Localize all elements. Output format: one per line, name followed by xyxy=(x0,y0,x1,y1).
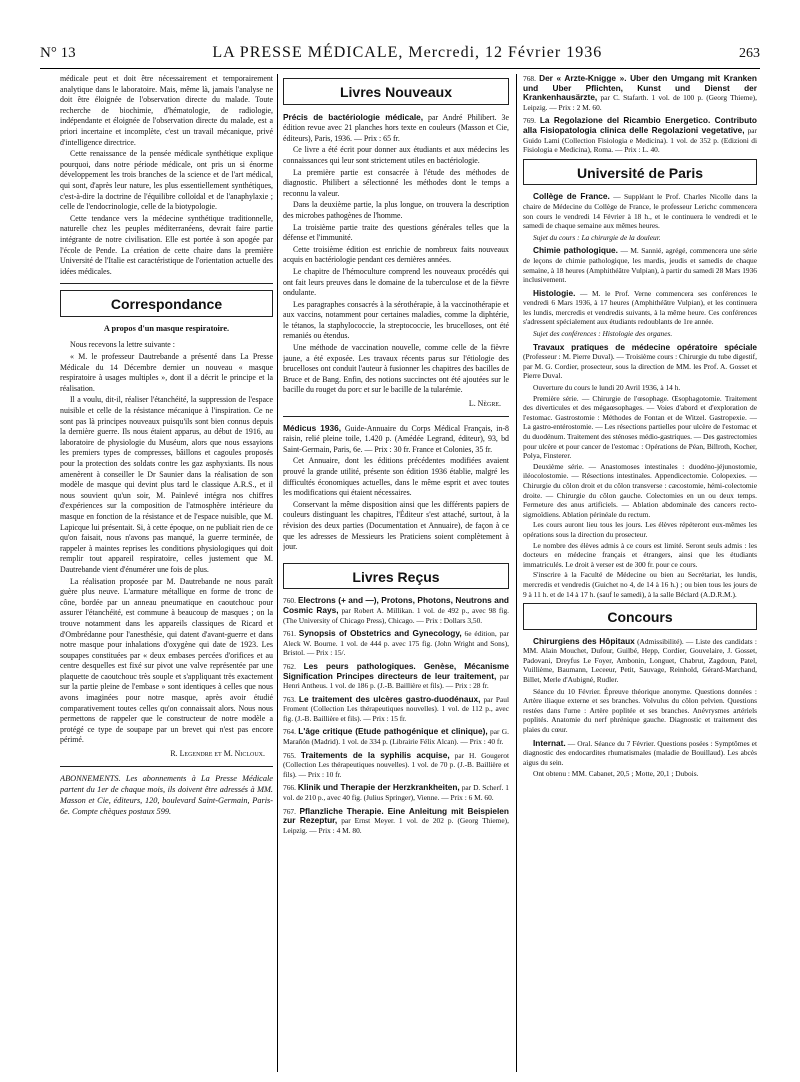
book-title: Le traitement des ulcères gastro-duodénaux, xyxy=(298,693,481,704)
review-paragraph: Cette troisième édition est enrichie de nombreux faits nouveaux acquis en bactériologie pendant ces dernières années. xyxy=(283,244,509,265)
book-review-header xyxy=(283,112,509,145)
book-title: Les peurs pathologiques. Genèse, Mécanisme Signification Principes directeurs de leur traitement, xyxy=(283,660,509,681)
header-rule xyxy=(40,68,760,69)
universite-title: Université de Paris xyxy=(576,164,704,181)
book-title: Précis de bactériologie médicale, xyxy=(283,111,424,122)
book-title: L'âge critique (Etude pathogénique et clinique), xyxy=(298,726,488,737)
review-paragraph: Ce livre a été écrit pour donner aux étudiants et aux médecins les connaissances qui leur sont strictement utiles en bactériologie. xyxy=(283,145,509,165)
page-header xyxy=(40,44,760,66)
livres-recus-title: Livres Reçus xyxy=(352,568,440,585)
universite-heading-box xyxy=(523,159,757,186)
review-paragraph: La troisième partie traite des questions générales telles que la défense et l'immunité. xyxy=(283,222,509,243)
intro-paragraph: Cette renaissance de la pensée médicale synthétique explique pourquoi, dans notre période médicale, ont pris un si énorme développement les trois branches de la science et de l'art médical, qui sont, d'après leur nature, les plus essentiellement synthétiques, c'est-à-dire la doctrine de l'équilibre colloïdal et de l'anaphylaxie ; celle de l'endocrinologie, celle de la biotypologie. xyxy=(60,149,273,212)
received-books-continued xyxy=(523,74,757,155)
notice-heading: Collège de France. xyxy=(533,191,610,202)
concours-text: (Admissibilité). — Liste des candidats : MM. Alain Mouchet, Dufour, Guilbé, Hepp, Cordier, Gouvelaire, J. Gosset, Padovani, Dreyfus Le Foyer, Ambonin, Longuet, Chabrut, Zagdoun, Patel, Vuillième, Baumann, Leceeur, Petit, Sauvage, Reinhold, Gérard-Marchand, Billet, Merle d'Aubigné, Rudler. xyxy=(523,636,757,685)
column-rule xyxy=(277,74,278,1072)
book-reference: par D. Scherf. 1 vol. de 210 p., avec 40 fig. (Julius Springer), Vienne. — Prix : 6 M. 60. xyxy=(283,783,509,803)
book-reference: par C. Stafarth. 1 vol. de 100 p. (Georg Thieme), Leipzig. — Prix : 2 M. 60. xyxy=(523,93,757,112)
section-divider xyxy=(283,416,509,417)
concours-extra: Séance du 10 Février. Épreuve théorique anonyme. Questions données : Artère iliaque externe et ses branches. Volvulus du côlon pelvien. Questions restées dans l'urne : Artère poplitée et ses branches. Anévrysmes artériels poplités. Anatomie du nerf phrénique gauche. Diagnostic et traitement des plaies du cœur. xyxy=(523,686,757,735)
section-divider xyxy=(60,283,273,284)
concours-heading: Chirurgiens des Hôpitaux xyxy=(533,635,635,646)
correspondance-heading-box xyxy=(60,290,273,317)
book-title: Electrons (+ and —), Protons, Photons, Neutrons and Cosmic Rays, xyxy=(283,595,509,615)
column-1 xyxy=(60,74,273,1074)
received-book-item xyxy=(283,807,509,836)
book-number: 761. xyxy=(283,629,296,639)
concours-notices xyxy=(523,637,757,779)
book-reference: Guide-Annuaire du Corps Médical Français, in-8 raisin, relié pleine toile, 1.420 p. (Amédée Legrand, éditeur), 93, bd Saint-Germain, Paris, 6e. — Prix : 30 fr. France et Colonies, 35 fr. xyxy=(283,423,509,454)
concours-title: Concours xyxy=(607,609,673,626)
review-signature: L. Nègre. xyxy=(468,399,501,409)
received-book-item xyxy=(283,727,509,746)
book-reference: par Henri Antheus. 1 vol. de 186 p. (J.-B. Baillière et fils). — Prix : 28 fr. xyxy=(283,671,509,691)
concours-heading: Internat. xyxy=(533,737,566,748)
livres-recus-heading-box xyxy=(283,563,509,590)
book-number: 763. xyxy=(283,694,296,704)
notice-text: (Professeur : M. Pierre Duval). — Troisième cours : Chirurgie du tube digestif, par M. G. Cordier, prosecteur, sous la direction de MM. les Prof. A. Gosset et Pierre Duval. xyxy=(523,352,757,381)
notice-paragraph: Deuxième série. — Anastomoses intestinales : duodéno-jéjunostomie, iléocolostomie. — Résections intestinales. Appendicectomie. Colopexies. — Chirurgie du côlon droit et du côlon transverse : cæcostomie, hémi-colectomie droite. — Chirurgie du côlon gauche. Colectomies en un ou deux temps. Fermeture des anus artificiels. — Ablation abdominale des cancers recto-sigmoïdiens. Ablation périnéale du rectum. xyxy=(523,461,757,519)
concours-item xyxy=(523,739,757,768)
notice-paragraph: Ouverture du cours le lundi 20 Avril 1936, à 14 h. xyxy=(533,383,681,393)
review-paragraph: Le chapitre de l'hémoculture comprend les nouveaux procédés qui ont fait leurs preuves dans le domaine de la tuberculose et de la fièvre ondulante. xyxy=(283,266,509,298)
received-book-item xyxy=(283,662,509,691)
notice-paragraph: Le nombre des élèves admis à ce cours est limité. Seront seuls admis : les docteurs en médecine français et étrangers, ainsi que les étudiants immatriculés. Le droit à verser est de 300 fr. pour ce cours. xyxy=(523,540,757,569)
correspondance-paragraph: La réalisation proposée par M. Dautrebande ne nous paraît guère plus neuve. L'armature métallique en forme de tronc de cône, bordée par un anneau pneumatique en caoutchouc pour assurer l'étanchéité, est commune à beaucoup de masques ; on la trouve notamment dans les appareils classiques de Ricard et d'Ombrédanne pour l'anesthésie, qui datent d'avant-guerre et dans notre masque pour inhalations d'oxygène qui date de 1923. Les soupapes constituées par « deux embases percées d'orifices et au centre desquelles est fixé sur pivot une valve représentée par une plaquette de caoutchouc très souple et s'appliquant très exactement sur la partie pleine de l'embase » sont identiques à celles que nous avons imaginées pour notre masque, après avoir étudié comparativement toutes celles qu'on connaissait alors. Nous nous permettons de rappeler que le constructeur de notre modèle a protégé ce type de soupape par un brevet qui n'est pas encore périmé. xyxy=(60,576,273,745)
book-title: Klinik und Therapie der Herzkrankheiten, xyxy=(297,782,460,793)
book-reference: par H. Gougerot (Collection Les thérapeutiques nouvelles). 1 vol. de 70 p. (J.-B. Baillière et fils). — Prix : 10 fr. xyxy=(283,750,509,779)
received-book-item xyxy=(523,116,757,154)
book-title: Der « Arzte-Knigge ». Uber den Umgang mit Kranken und Uber Pflichten, Kunst und Dienst der Krankenhausärzte, xyxy=(523,74,757,103)
universite-notices xyxy=(523,192,757,599)
book-number: 760. xyxy=(283,596,296,606)
notice-text: — M. le Prof. Verne commencera ses conférences le vendredi 6 Mars 1936, à 17 heures (Amphithéâtre Vulpian), et les continuera les lundis, mercredis et vendredis suivants, à la même heure. Ces conférences s'adressent spécialement aux étudiants redoublants de 1re année. xyxy=(523,288,757,327)
correspondance-paragraph: Nous recevons la lettre suivante : xyxy=(70,340,175,350)
issue-number: N° 13 xyxy=(40,45,76,61)
review-paragraph: Cet Annuaire, dont les éditions précédentes modifiées avaient prouvé la grande utilité, présente son édition 1936 établie, malgré les difficultés économiques actuelles, dans le même esprit et avec toutes les modifications qui étaient nécessaires. xyxy=(283,456,509,498)
correspondance-subtitle: A propos d'un masque respiratoire. xyxy=(103,323,230,333)
received-book-item xyxy=(523,74,757,112)
concours-item xyxy=(523,637,757,685)
notice-text: — Suppléant le Prof. Charles Nicolle dans la chaire de Médecine du Collège de France, le professeur Lerichc commencera son cours le vendredi 14 Février à 18 h., et le continuera le vendredi et le samedi de chaque semaine aux mêmes heures. xyxy=(523,192,757,231)
received-book-item xyxy=(283,695,509,724)
notice-subject: Sujet du cours : La chirurgie de la douleur. xyxy=(533,232,661,242)
intro-paragraph: Cette tendance vers la médecine synthétique traditionnelle, naturelle chez les peuples méditerranéens, devrait faire partie intégrante de notre civilisation. Elle est portée à son apogée par l'école de Pende. La création de cette chaire dans la première Université de l'Italie est caractéristique de l'orientation actuelle des idées médicales. xyxy=(60,213,273,276)
received-book-item xyxy=(283,629,509,658)
notice-heading: Histologie. xyxy=(533,287,576,298)
book-number: 768. xyxy=(523,74,536,83)
book-title: Traitements de la syphilis acquise, xyxy=(300,749,450,760)
notice-paragraph: Première série. — Chirurgie de l'œsophage. Œsophagotomie. Traitement des diverticules et des mégaœsophages. — Voies d'abord et d'exploration de l'estomac. Gastrostomie : Méthodes de Fontan et de Witzel. Gastropexie. — La gastro-entérostomie. — Les résections partielles pour ulcère de l'estomac et du duodénum. Traitement des sténoses médio-gastriques. — Des gastrectomies pour ulcère et pour cancer de l'estomac : Opérations de Péan, Billroth, Kocher, Polya, Finsterer. xyxy=(523,393,757,461)
section-divider xyxy=(60,766,273,767)
notice-item xyxy=(523,343,757,381)
intro-paragraph: médicale peut et doit être nécessairement et temporairement analytique dans le laboratoire. Mais, même là, jamais l'analyse ne doit être éloignée de l'observation directe du malade. Toute recherche de biochimie, d'hématologie, de radiologie, indépendante et éloignée de l'observation directe du malade, est a priori incertaine et incomplète, c'est un travail mécanique, privé d'intelligence directrice. xyxy=(60,74,273,147)
book-reference: par Robert A. Millikan. 1 vol. de 492 p., avec 98 fig. (The University of Chicago Press), Chicago. — Prix : Dollars 3,50. xyxy=(283,605,509,625)
concours-text: — Oral. Séance du 7 Février. Questions posées : Symptômes et diagnostic des endocardites rhumatismales (maladie de Bouillaud). Les abcès aigus du sein. xyxy=(523,738,757,767)
notice-heading: Travaux pratiques de médecine opératoire spéciale xyxy=(533,341,757,352)
book-number: 767. xyxy=(283,806,296,816)
column-3 xyxy=(523,74,757,1074)
notice-subject: Sujet des conférences : Histologie des organes. xyxy=(533,329,673,339)
correspondance-signature: R. Legendre et M. Nicloux. xyxy=(170,749,265,759)
column-2 xyxy=(283,74,509,1074)
received-book-item xyxy=(283,783,509,802)
book-title: La Regolazione del Ricambio Energetico. Contributo alla Fisiopatologia clinica delle Regolazioni vegetative, xyxy=(523,115,757,135)
received-book-item xyxy=(283,596,509,625)
livres-nouveaux-title: Livres Nouveaux xyxy=(339,84,453,100)
book-title: Synopsis of Obstetrics and Gynecology, xyxy=(298,628,462,639)
book-review-header xyxy=(283,423,509,456)
received-books-list xyxy=(283,596,509,835)
review-paragraph: Une méthode de vaccination nouvelle, comme celle de la fièvre jaune, a été exposée. Les travaux récents parus sur l'étiologie des brucelloses ont conduit l'auteur à fusionner les chapitres des bacilles de Bruce et de Bang. Enfin, des notions succinctes ont été ajoutées sur le bacille du rouget du porc et sur le bacille de la tularémie. xyxy=(283,343,509,395)
book-reference: par G. Marañón (Madrid). 1 vol. de 334 p. (Librairie Félix Alcan). — Prix : 40 fr. xyxy=(283,727,509,747)
book-number: 765. xyxy=(283,750,296,760)
book-reference: par Guido Lami (Collection Fisiologia e Medicina). 1 vol. de 352 p. (Edizioni di Fisiologia e Medicina), Roma. — Prix : L. 40. xyxy=(523,125,757,155)
book-reference: 6e édition, par Aleck W. Bourne. 1 vol. de 444 p. avec 175 fig. (John Wright and Sons), Bristol. — Prix : 15/. xyxy=(283,629,509,658)
book-reference: par Paul Froment (Collection Les thérapeutiques nouvelles). 1 vol. de 112 p., avec fig. (J.-B. Baillière et fils). — Prix : 15 fr. xyxy=(283,694,509,723)
book-number: 769. xyxy=(523,116,536,126)
correspondance-paragraph: « M. le professeur Dautrebande a présenté dans La Presse Médicale du 14 Décembre dernier un nouveau « masque respiratoire à usages multiples », dont il a décrit le principe et la réalisation. xyxy=(60,352,273,393)
book-title: Pflanzliche Therapie. Eine Anleitung mit Beispielen zur Rezeptur, xyxy=(283,805,509,826)
book-number: 762. xyxy=(283,661,296,671)
review-paragraph: Conservant la même disposition ainsi que les différents papiers de couleurs distinguant les chapitres, l'Éditeur s'est attaché, surtout, à la révision des deux parties (Documentation et Annuaire), de façon à ce que les adresses de Messieurs les Praticiens soient complètement à jour. xyxy=(283,499,509,552)
livres-nouveaux-heading-box xyxy=(283,78,509,105)
page-number: 263 xyxy=(738,46,760,61)
review-paragraph: La première partie est consacrée à l'étude des méthodes de diagnostic. Philibert a sélectionné les méthodes dont le temps a reconnu la valeur. xyxy=(283,167,509,198)
notice-paragraph: Les cours auront lieu tous les jours. Les élèves répéteront eux-mêmes les opérations sous la direction du prosecteur. xyxy=(523,520,757,539)
notice-item xyxy=(523,192,757,230)
notice-text: — M. Sannié, agrégé, commencera une série de leçons de chimie pathologique, les mardis, jeudis et samedis de chaque semaine, à 18 heures (Amphithéâtre Vulpian), à partir du samedi 28 Mars 1936 inclusivement. xyxy=(523,246,757,285)
received-book-item xyxy=(283,751,509,780)
concours-extra: Ont obtenu : MM. Cabanet, 20,5 ; Motte, 20,1 ; Dubois. xyxy=(533,769,699,779)
notice-heading: Chimie pathologique. xyxy=(533,245,618,256)
book-number: 766. xyxy=(283,783,296,793)
book-reference: par André Philibert. 3e édition revue avec 21 planches hors texte en couleurs (Masson et Cie, éditeurs), Paris, 1936. — Prix : 65 fr. xyxy=(283,112,509,143)
correspondance-paragraph: Il a voulu, dit-il, réaliser l'étanchéité, la suppression de l'espace nuisible et celle de la résistance mécanique à l'inspiration. Ce ne sont pas là principes nouveaux puisqu'ils sont bien connus depuis la dernière guerre. Ils nous étaient apparus, au début de 1916, au laboratoire de physiologie du Muséum, alors que nous essayions les premiers types de compresses, bâillons et cagoules proposés pour la protection des soldats contre les gaz asphyxiants. Ils nous amenèrent à conseiller le Dr Saunier dans la réalisation de son modèle de masque qui devint plus tard le classique A.R.S., et il nous souvient qu'un soir, M. Painlevé intégra nos chiffres d'expériences sur la composition de l'atmosphère intérieure du masque en fonction de la résistance et de l'espace nuisible, que M. Lapicque lui présentait. Si, à cette époque, on ne publiait rien de ce qu'on faisait, nous n'avons pas manqué, la guerre terminée, de rappeler à maintes reprises les conditions physiologiques qui doit remplir tout appareil respiratoire, celles justement que M. Dautrebande vient d'énumérer une fois de plus. xyxy=(60,395,273,574)
book-reference: par Ernst Meyer. 1 vol. de 202 p. (Georg Thieme), Leipzig. — Prix : 4 M. 80. xyxy=(283,816,509,835)
notice-item xyxy=(523,289,757,327)
notice-paragraph: S'inscrire à la Faculté de Médecine ou bien au Secrétariat, les lundis, mercredis et vendredis (Guichet no 4, de 14 à 16 h.) ; ou bien tous les jours de 9 à 11 h. et de 14 à 17 h. (sauf le samedi), à la salle Béclard (A.D.R.M.). xyxy=(523,570,757,599)
book-title: Médicus 1936, xyxy=(283,422,342,433)
column-rule xyxy=(516,74,517,1072)
correspondance-title: Correspondance xyxy=(110,296,223,313)
subscription-notice: ABONNEMENTS. Les abonnements à La Presse Médicale partent du 1er de chaque mois, ils doivent être adressés à MM. Masson et Cie, éditeurs, 120, boulevard Saint-Germain, Paris-6e. Compte chèques postaux 599. xyxy=(60,773,273,816)
review-paragraph: Dans la deuxième partie, la plus longue, on trouvera la description des microbes pathogènes de l'homme. xyxy=(283,200,509,220)
review-paragraph: Les paragraphes consacrés à la sérothérapie, à la vaccinothérapie et aux vaccins, notamment pour certaines maladies, comme la diphtérie, le tétanos, la staphylococcie, la streptococcie, les brucelloses, ont été remaniés ou étendus. xyxy=(283,299,509,341)
concours-heading-box xyxy=(523,603,757,630)
notice-item xyxy=(523,246,757,284)
journal-title: LA PRESSE MÉDICALE, Mercredi, 12 Février 1936 xyxy=(212,44,603,61)
book-number: 764. xyxy=(283,727,296,737)
